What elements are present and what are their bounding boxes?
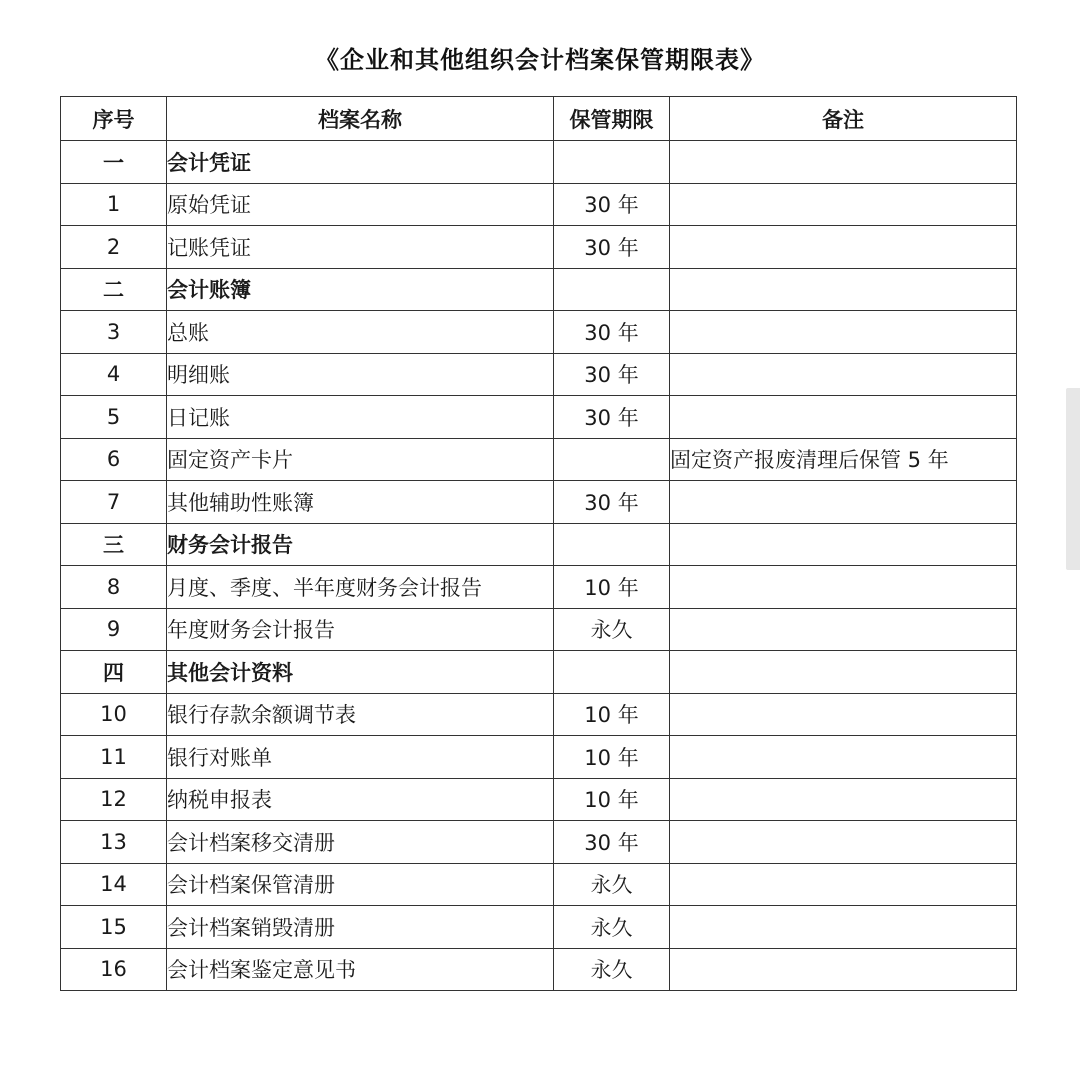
cell-number: 13 [61,821,167,864]
cell-number: 10 [61,693,167,736]
cell-retention-period: 30 年 [554,481,670,524]
cell-remark [670,821,1017,864]
cell-remark [670,863,1017,906]
cell-number: 7 [61,481,167,524]
cell-archive-name: 总账 [167,311,554,354]
cell-remark [670,566,1017,609]
table-row [61,693,1017,736]
section-row [61,651,1017,694]
cell-retention-period: 30 年 [554,226,670,269]
cell-number: 12 [61,778,167,821]
cell-retention-period [554,141,670,184]
table-row [61,608,1017,651]
cell-archive-name: 其他会计资料 [167,651,554,694]
section-row [61,268,1017,311]
cell-remark [670,353,1017,396]
cell-remark [670,523,1017,566]
section-row [61,141,1017,184]
cell-retention-period: 10 年 [554,566,670,609]
cell-retention-period [554,523,670,566]
table-row [61,481,1017,524]
header-note: 备注 [670,97,1017,141]
cell-retention-period: 10 年 [554,736,670,779]
cell-remark [670,481,1017,524]
cell-number: 一 [61,141,167,184]
cell-archive-name: 银行存款余额调节表 [167,693,554,736]
cell-retention-period: 永久 [554,608,670,651]
table-body [61,141,1017,991]
table-row [61,948,1017,991]
cell-retention-period: 永久 [554,948,670,991]
cell-number: 15 [61,906,167,949]
cell-remark [670,311,1017,354]
cell-archive-name: 记账凭证 [167,226,554,269]
cell-remark [670,226,1017,269]
cell-retention-period [554,651,670,694]
header-name: 档案名称 [167,97,554,141]
cell-retention-period [554,268,670,311]
table-row [61,311,1017,354]
table-row [61,226,1017,269]
cell-remark [670,906,1017,949]
cell-retention-period: 永久 [554,863,670,906]
cell-number: 5 [61,396,167,439]
table-row [61,353,1017,396]
table-row [61,396,1017,439]
table-header-row [61,97,1017,141]
cell-archive-name: 会计档案鉴定意见书 [167,948,554,991]
table-row [61,566,1017,609]
cell-remark [670,778,1017,821]
cell-archive-name: 年度财务会计报告 [167,608,554,651]
table-row [61,438,1017,481]
cell-archive-name: 月度、季度、半年度财务会计报告 [167,566,554,609]
cell-archive-name: 会计档案保管清册 [167,863,554,906]
scrollbar[interactable] [1066,388,1080,570]
cell-retention-period: 30 年 [554,821,670,864]
table-row [61,778,1017,821]
cell-retention-period: 30 年 [554,183,670,226]
table-row [61,183,1017,226]
cell-number: 1 [61,183,167,226]
section-row [61,523,1017,566]
cell-remark [670,693,1017,736]
table-row [61,906,1017,949]
cell-archive-name: 日记账 [167,396,554,439]
cell-archive-name: 银行对账单 [167,736,554,779]
cell-archive-name: 固定资产卡片 [167,438,554,481]
retention-table [60,96,1017,991]
document-title: 《企业和其他组织会计档案保管期限表》 [315,46,765,74]
cell-archive-name: 明细账 [167,353,554,396]
table-row [61,821,1017,864]
cell-number: 16 [61,948,167,991]
cell-remark [670,608,1017,651]
cell-number: 3 [61,311,167,354]
cell-retention-period: 10 年 [554,778,670,821]
cell-archive-name: 原始凭证 [167,183,554,226]
cell-archive-name: 会计账簿 [167,268,554,311]
cell-number: 三 [61,523,167,566]
cell-archive-name: 会计档案销毁清册 [167,906,554,949]
cell-number: 四 [61,651,167,694]
header-period: 保管期限 [554,97,670,141]
cell-number: 8 [61,566,167,609]
cell-number: 11 [61,736,167,779]
cell-remark [670,651,1017,694]
cell-number: 4 [61,353,167,396]
cell-retention-period: 永久 [554,906,670,949]
cell-retention-period: 30 年 [554,353,670,396]
cell-remark [670,268,1017,311]
cell-remark [670,396,1017,439]
table-row [61,863,1017,906]
cell-archive-name: 会计档案移交清册 [167,821,554,864]
cell-remark [670,141,1017,184]
cell-archive-name: 财务会计报告 [167,523,554,566]
cell-archive-name: 纳税申报表 [167,778,554,821]
cell-remark [670,736,1017,779]
cell-archive-name: 其他辅助性账簿 [167,481,554,524]
cell-retention-period [554,438,670,481]
cell-retention-period: 10 年 [554,693,670,736]
table-row [61,736,1017,779]
cell-number: 9 [61,608,167,651]
cell-retention-period: 30 年 [554,311,670,354]
cell-number: 二 [61,268,167,311]
cell-retention-period: 30 年 [554,396,670,439]
cell-number: 14 [61,863,167,906]
cell-archive-name: 会计凭证 [167,141,554,184]
cell-remark: 固定资产报废清理后保管 5 年 [670,438,1017,481]
cell-number: 2 [61,226,167,269]
header-no: 序号 [61,97,167,141]
cell-remark [670,183,1017,226]
cell-remark [670,948,1017,991]
cell-number: 6 [61,438,167,481]
